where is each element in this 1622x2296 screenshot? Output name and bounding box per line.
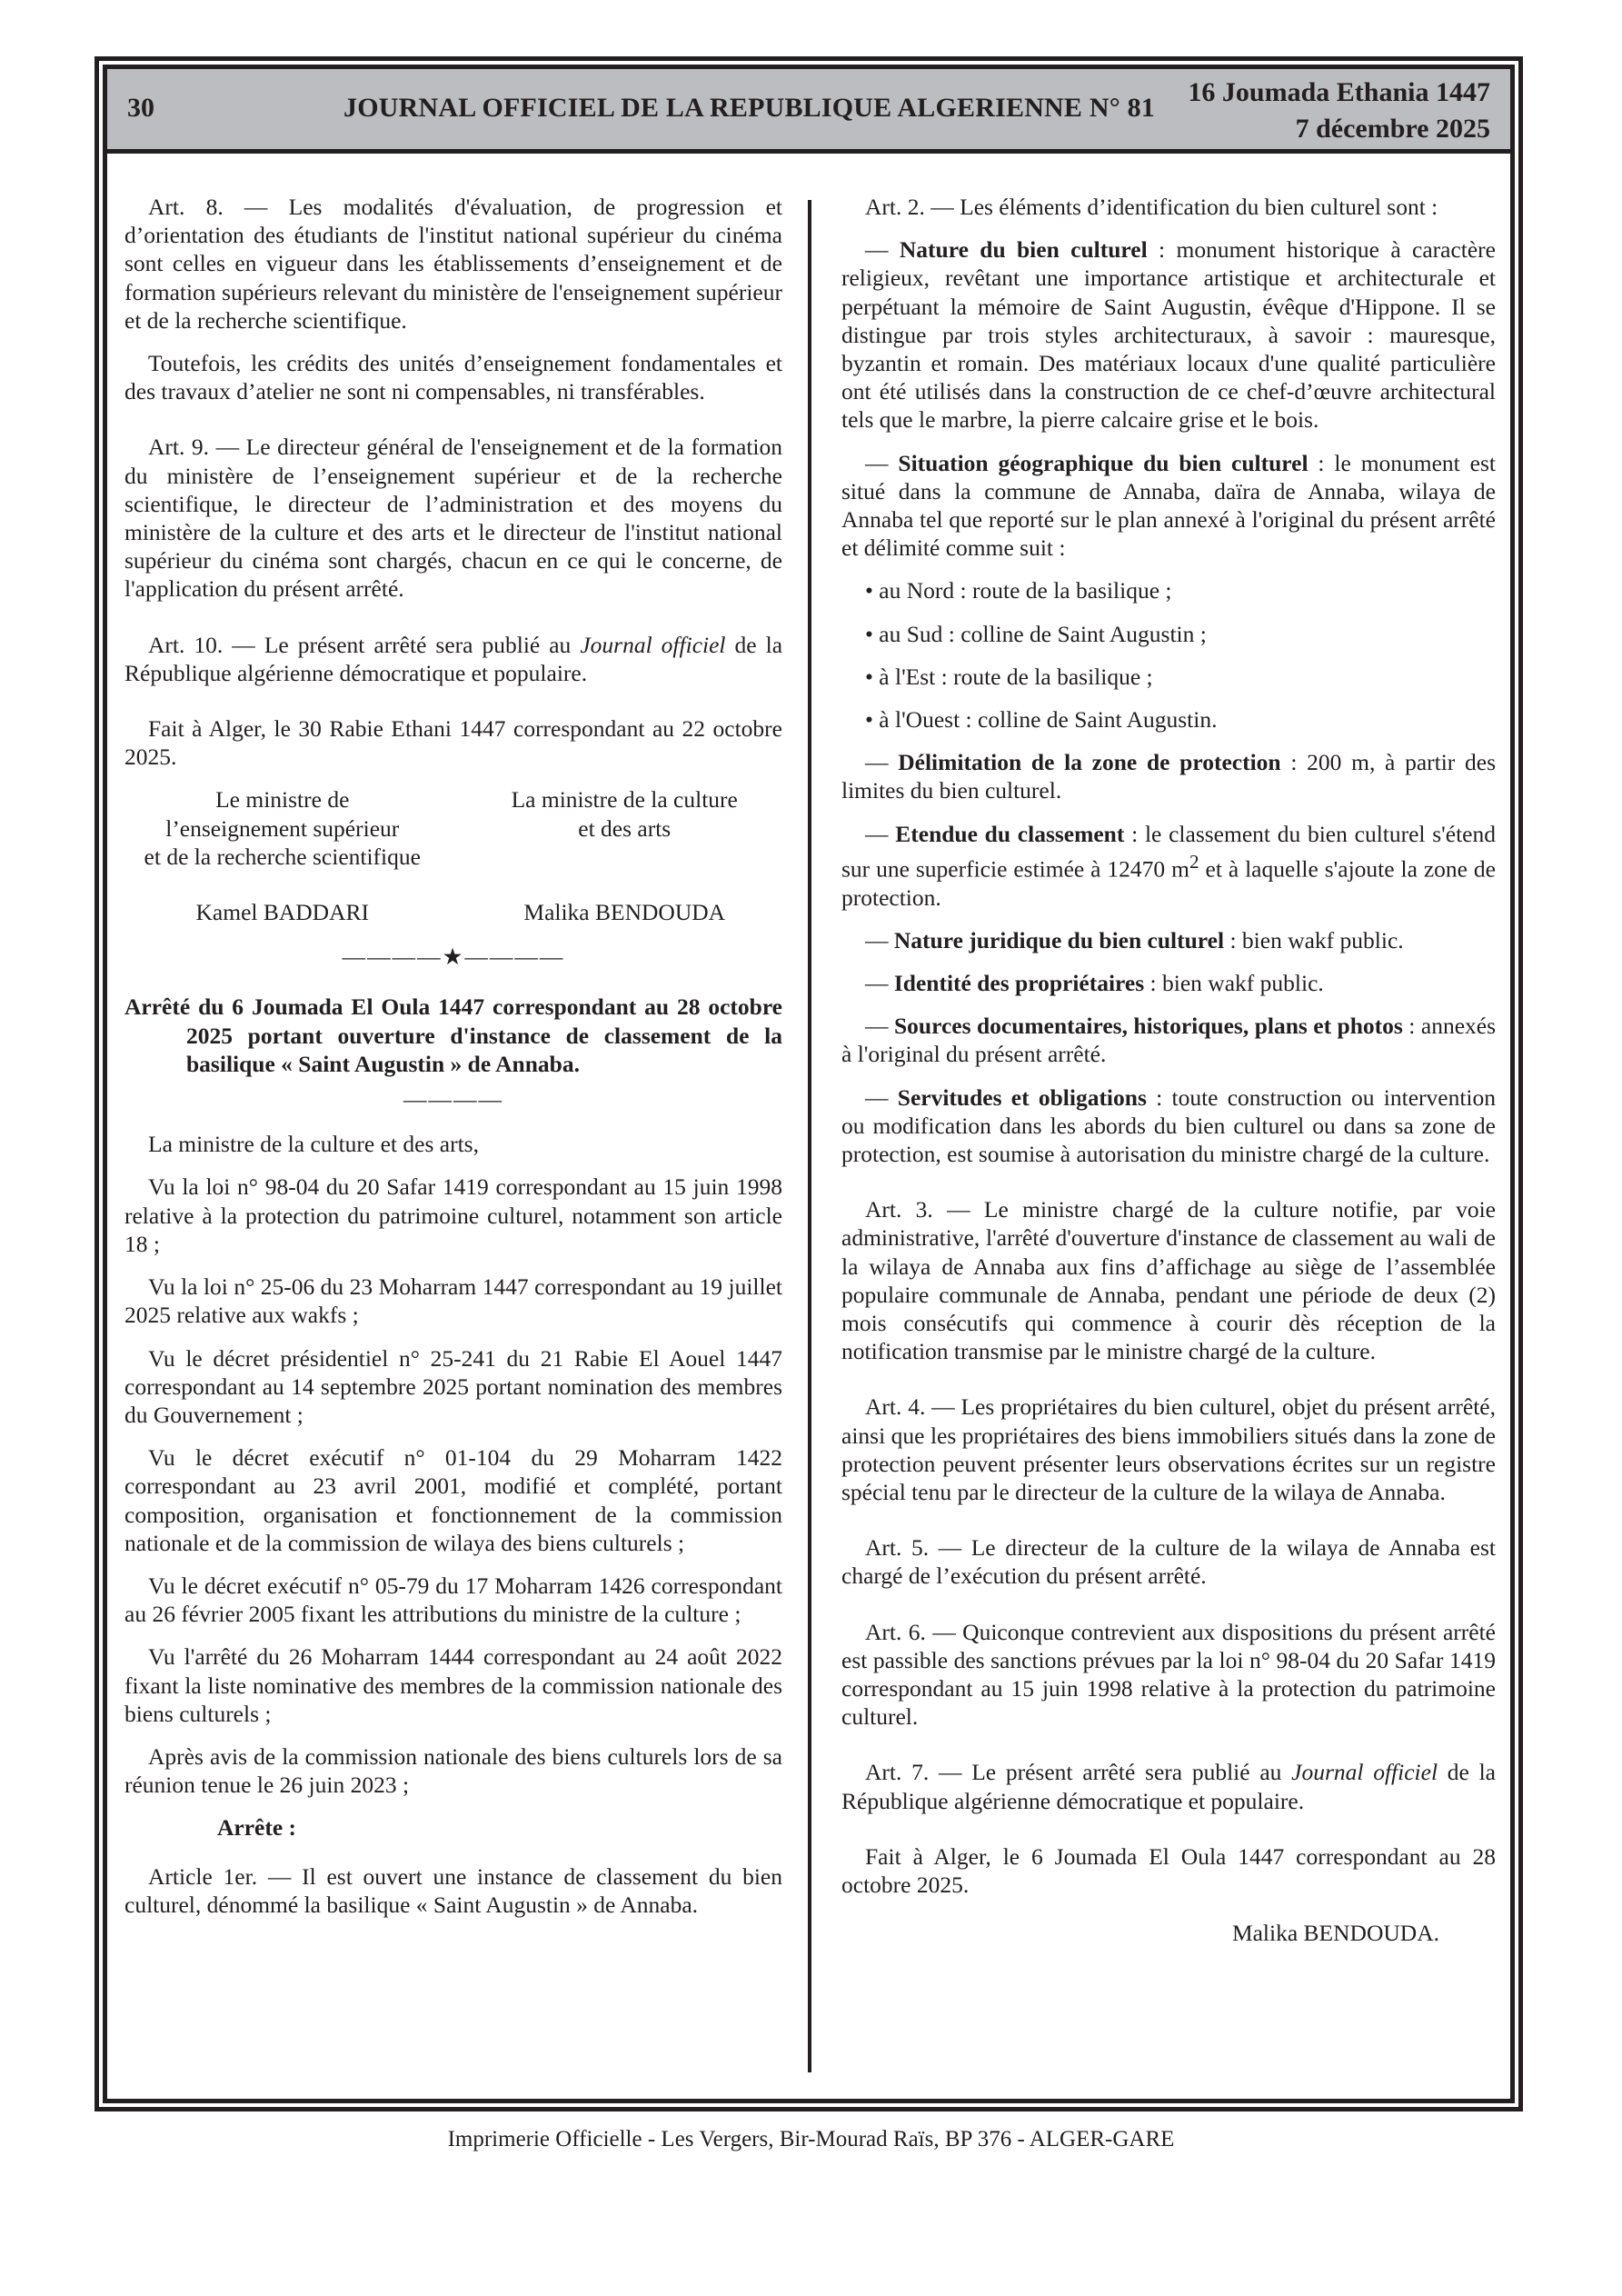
left-column (124, 193, 782, 1933)
page-number: 30 (127, 93, 154, 123)
element-nature: — Nature du bien culturel : monument historique à caractère religieux, revêtant une importance artistique et architecturale et perpétuant la mémoire de Saint Augustin, évêque d'Hippone. Il se distingue par trois styles architecturaux, à savoir : mauresque, byzantin et romain. Des matériaux locaux d'une qualité particulière ont été utilisés dans la construction de ce chef-d’œuvre architectural tels que le marbre, la pierre calcaire grise et le bois. (841, 236, 1496, 434)
decree-title: Arrêté du 6 Joumada El Oula 1447 correspondant au 28 octobre 2025 portant ouverture d'instance de classement de la basilique « Saint Augustin » de Annaba. (124, 993, 782, 1077)
arrete-heading: Arrête : (217, 1814, 297, 1842)
journal-officiel-italic: Journal officiel (580, 631, 726, 658)
issue-dates (1188, 75, 1490, 147)
boundary-north: • au Nord : route de la basilique ; (865, 577, 1172, 604)
boundary-south: • au Sud : colline de Saint Augustin ; (865, 620, 1207, 647)
consideration: Vu le décret exécutif n° 01-104 du 29 Moharram 1422 correspondant au 23 avril 2001, modifié et complété, portant composition, organisation et fonctionnement de la commission nationale et de la commission de wilaya des biens culturels ; (124, 1444, 782, 1556)
signatory-title-left: Le ministre de l’enseignement supérieur et de la recherche scientifique (144, 786, 421, 870)
signatory-name-right: Malika BENDOUDA (523, 899, 726, 926)
journal-title: JOURNAL OFFICIEL DE LA REPUBLIQUE ALGERIENNE N° 81 (343, 93, 1155, 123)
boundary-east: • à l'Est : route de la basilique ; (865, 663, 1153, 690)
element-servitudes: — Servitudes et obligations : toute construction ou intervention ou modification dans les abords du bien culturel ou dans sa zone de protection, est soumise à autorisation du ministre chargé de la culture. (841, 1083, 1497, 1167)
consideration: Vu la loi n° 98-04 du 20 Safar 1419 correspondant au 15 juin 1998 relative à la protection du patrimoine culturel, notamment son article 18 ; (124, 1173, 782, 1257)
journal-header (107, 69, 1510, 154)
printer-footer: Imprimerie Officielle - Les Vergers, Bir-Mourad Raïs, BP 376 - ALGER-GARE (447, 2127, 1175, 2151)
column-divider (808, 200, 811, 2072)
final-signature: Malika BENDOUDA. (1231, 1920, 1439, 1947)
article-8-paragraph-2: Toutefois, les crédits des unités d’enseignement fondamentales et des travaux d’atelier ne sont ni compensables, ni transférables. (124, 350, 782, 405)
element-nature-juridique: — Nature juridique du bien culturel : bien wakf public. (865, 926, 1404, 953)
element-delimitation: — Délimitation de la zone de protection : 200 m, à partir des limites du bien culturel. (841, 749, 1496, 804)
right-column (841, 193, 1496, 1947)
done-at-2: Fait à Alger, le 6 Joumada El Oula 1447 correspondant au 28 octobre 2025. (841, 1842, 1496, 1899)
consideration: Vu la loi n° 25-06 du 23 Moharram 1447 correspondant au 19 juillet 2025 relative aux wakfs ; (124, 1273, 782, 1329)
consideration: Vu le décret exécutif n° 05-79 du 17 Moharram 1426 correspondant au 26 février 2005 fixant les attributions du ministre de la culture ; (124, 1572, 782, 1628)
short-separator: ———— (403, 1086, 503, 1113)
signatory-name-left: Kamel BADDARI (195, 899, 370, 926)
star-separator: ————★———— (342, 943, 565, 971)
signatory-titles (124, 785, 782, 871)
gregorian-date: 7 décembre 2025 (1295, 114, 1490, 144)
boundary-west: • à l'Ouest : colline de Saint Augustin. (865, 706, 1218, 734)
article-6: Art. 6. — Quiconque contrevient aux dispositions du présent arrêté est passible des sanctions prévues par la loi n° 98-04 du 20 Safar 1419 correspondant au 15 juin 1998 relative à la protection du patrimoine culturel. (841, 1618, 1496, 1731)
signatory-title-right: La ministre de la culture et des arts (511, 786, 738, 842)
article-7: Art. 7. — Le présent arrêté sera publié au Journal officiel de la République algérienne démocratique et populaire. (841, 1759, 1496, 1814)
element-etendue: — Etendue du classement : le classement du bien culturel s'étend sur une superficie estimée à 12470 $m^2$ et à laquelle s'ajoute la zone de protection. (841, 820, 1496, 911)
article-4: Art. 4. — Les propriétaires du bien culturel, objet du présent arrêté, ainsi que les propriétaires des biens immobiliers situés dans la zone de protection peuvent présenter leurs observations écrites sur un registre spécial tenu par le directeur de la culture de la wilaya de Annaba. (841, 1393, 1496, 1506)
article-2-intro: Art. 2. — Les éléments d’identification du bien culturel sont : (865, 194, 1438, 220)
article-8: Art. 8. — Les modalités d'évaluation, de progression et d’orientation des étudiants de l'institut national supérieur du cinéma sont celles en vigueur dans les établissements d’enseignement et de formation supérieurs relevant du ministère de l'enseignement supérieur et de la recherche scientifique. (124, 194, 782, 334)
journal-officiel-italic: Journal officiel (1291, 1759, 1438, 1786)
article-10: Art. 10. — Le présent arrêté sera publié au Journal officiel de la République algérienne démocratique et populaire. (124, 631, 783, 686)
element-identite: — Identité des propriétaires : bien wakf public. (865, 969, 1324, 996)
element-sources: — Sources documentaires, historiques, plans et photos : annexés à l'original du présent arrêté. (841, 1013, 1497, 1068)
hijri-date: 16 Joumada Ethania 1447 (1188, 77, 1490, 107)
consideration: Vu le décret présidentiel n° 25-241 du 21 Rabie El Aouel 1447 correspondant au 14 septembre 2025 portant nomination des membres du Gouvernement ; (124, 1344, 782, 1428)
consideration: Vu l'arrêté du 26 Moharram 1444 correspondant au 24 août 2022 fixant la liste nominative des membres de la commission nationale des biens culturels ; (124, 1643, 782, 1727)
consideration: Après avis de la commission nationale des biens culturels lors de sa réunion tenue le 26 juin 2023 ; (124, 1742, 782, 1799)
article-3: Art. 3. — Le ministre chargé de la culture notifie, par voie administrative, l'arrêté d'ouverture d'instance de classement au wali de la wilaya de Annaba aux fins d’affichage au siège de l’assemblée populaire communale de Annaba, pendant une période de deux (2) mois consécutifs qui commence à courir dès réception de la notification transmise par le ministre chargé de la culture. (841, 1196, 1496, 1365)
article-9: Art. 9. — Le directeur général de l'enseignement et de la formation du ministère de l’enseignement supérieur et de la recherche scientifique, le directeur de l’administration et des moyens du ministère de la culture et des arts et le directeur de l'institut national supérieur du cinéma sont chargés, chacun en ce qui le concerne, de l'application du présent arrêté. (124, 434, 783, 603)
decree-intro: La ministre de la culture et des arts, (148, 1131, 479, 1158)
done-at-1: Fait à Alger, le 30 Rabie Ethani 1447 correspondant au 22 octobre 2025. (124, 715, 782, 771)
article-1: Article 1er. — Il est ouvert une instance de classement du bien culturel, dénommé la basilique « Saint Augustin » de Annaba. (124, 1862, 782, 1918)
signatory-names (124, 898, 782, 926)
element-situation: — Situation géographique du bien culturel : le monument est situé dans la commune de Annaba, daïra de Annaba, wilaya de Annaba tel que reporté sur le plan annexé à l'original du présent arrêté et délimité comme suit : (841, 449, 1496, 562)
article-5: Art. 5. — Le directeur de la culture de la wilaya de Annaba est chargé de l’exécution du présent arrêté. (841, 1534, 1496, 1590)
